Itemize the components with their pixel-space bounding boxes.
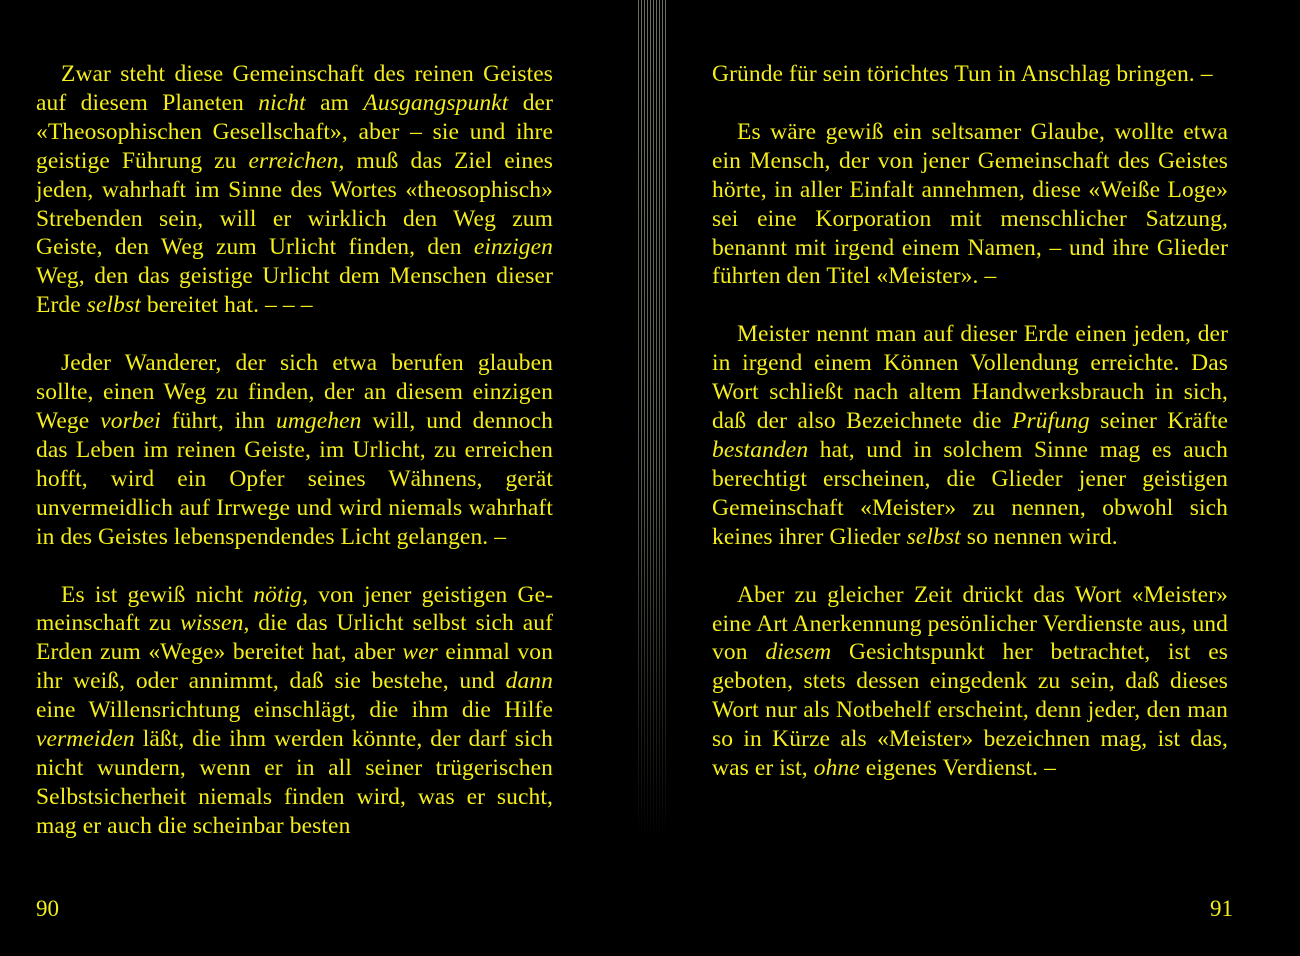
text-run: Es ist gewiß nicht — [61, 581, 254, 608]
text-run: Gründe für sein törichtes Tun in Anschlag bringen. – — [712, 61, 1213, 87]
paragraph — [712, 320, 1228, 551]
page-number-right: 91 — [1210, 896, 1233, 921]
text-run: am — [305, 89, 364, 116]
right-page — [660, 0, 1300, 956]
paragraph — [36, 349, 553, 551]
text-run: Jeder Wanderer, der sich etwa berufen glauben sollte, einen Weg zu finden, der an diesem einzigen Wege — [36, 350, 553, 434]
text-run: , von jener geistigen Gemeinschaft zu — [36, 581, 553, 637]
italic-run: Prüfung — [1012, 408, 1090, 435]
italic-run: erreichen — [248, 147, 339, 174]
paragraph — [36, 581, 553, 841]
paragraph — [712, 118, 1228, 291]
text-run: , die das Urlicht selbst sich auf Erden zum «Wege» bereitet hat, aber — [36, 610, 553, 666]
text-run: Gesichtspunkt her betrachtet, ist es geboten, stets dessen eingedenk zu sein, daß dieses Wort nur als Notbehelf erscheint, denn jeder, den man so in Kürze als «Meister» bezeichnen mag, ist das, was er ist, — [712, 639, 1228, 782]
italic-run: wissen — [180, 610, 244, 637]
italic-run: Ausgangspunkt — [363, 89, 509, 116]
text-run: einmal von ihr weiß, oder annimmt, daß sie bestehe, und — [36, 639, 553, 695]
italic-run: vermeiden — [36, 726, 135, 753]
text-run: Zwar steht diese Gemeinschaft des reinen Geistes auf diesem Planeten — [36, 61, 553, 116]
text-run: bereitet hat. – – – — [140, 292, 313, 319]
paragraph — [712, 581, 1228, 783]
text-run: hat, und in solchem Sinne mag es auch berechtigt erscheinen, die Glieder jener geistigen Gemeinschaft «Meister» zu nennen, obwohl sich keines ihrer Glieder — [712, 436, 1228, 550]
text-run: will, und dennoch das Leben im reinen Geiste, im Urlicht, zu erreichen hofft, wird ein Opfer seines Wähnens, gerät unvermeidlich auf Irrwege und wird niemals wahrhaft in des Geistes lebenspendendes Licht gelangen. – — [36, 407, 553, 550]
left-page-text — [36, 60, 553, 870]
italic-run: einzigen — [473, 234, 553, 261]
text-run: Es wäre gewiß ein seltsamer Glaube, wollte etwa ein Mensch, der von jener Gemeinschaft des Geistes hörte, in aller Einfalt annehmen, diese «Weiße Loge» sei eine Korporation mit menschlicher Satzung, benannt mit irgend einem Namen, – und ihre Glieder führten den Titel «Meister». – — [712, 118, 1228, 290]
text-run: Aber zu gleicher Zeit drückt das Wort «Meister» eine Art Anerkennung pesönlicher Verdienste aus, und von — [712, 581, 1228, 666]
italic-run: nötig — [253, 581, 303, 608]
italic-run: vorbei — [100, 407, 161, 434]
text-run: seiner Kräfte — [1089, 408, 1228, 435]
text-run: führt, ihn — [160, 407, 276, 434]
italic-run: diesem — [765, 639, 832, 666]
italic-run: wer — [402, 639, 438, 666]
italic-run: selbst — [86, 292, 141, 319]
text-run: , muß das Ziel eines jeden, wahrhaft im Sinne des Wortes «theosophisch» Strebenden sein, will er wirklich den Weg zum Geiste, den Weg zum Urlicht finden, den — [36, 147, 554, 261]
italic-run: nicht — [258, 89, 306, 116]
text-run: so nennen wird. — [960, 523, 1118, 550]
left-page — [0, 0, 640, 956]
text-run: der «Theosophischen Gesellschaft», aber – sie und ihre geistige Führung zu — [36, 89, 553, 174]
italic-run: dann — [505, 668, 553, 695]
page-number-left: 90 — [36, 896, 59, 921]
text-run: Weg, den das geistige Urlicht dem Menschen dieser Erde — [36, 263, 553, 319]
right-page-text — [712, 60, 1228, 812]
text-run: eine Willensrichtung einschlägt, die ihm die Hilfe — [36, 697, 553, 724]
italic-run: bestanden — [712, 436, 809, 463]
text-run: Meister nennt man auf dieser Erde einen jeden, der in irgend einem Können Vollendung erreichte. Das Wort schließt nach altem Handwerksbrauch in sich, daß der also Bezeichnete die — [712, 321, 1228, 435]
text-run: eigenes Verdienst. – — [859, 755, 1056, 782]
italic-run: selbst — [906, 523, 961, 550]
italic-run: ohne — [813, 755, 860, 782]
paragraph — [712, 60, 1228, 89]
text-run: läßt, die ihm werden könnte, der darf sich nicht wundern, wenn er in all seiner trügerischen Selbstsicherheit niemals finden wird, was er sucht, mag er auch die scheinbar besten — [36, 726, 553, 839]
italic-run: umgehen — [275, 407, 362, 434]
paragraph — [36, 60, 553, 320]
